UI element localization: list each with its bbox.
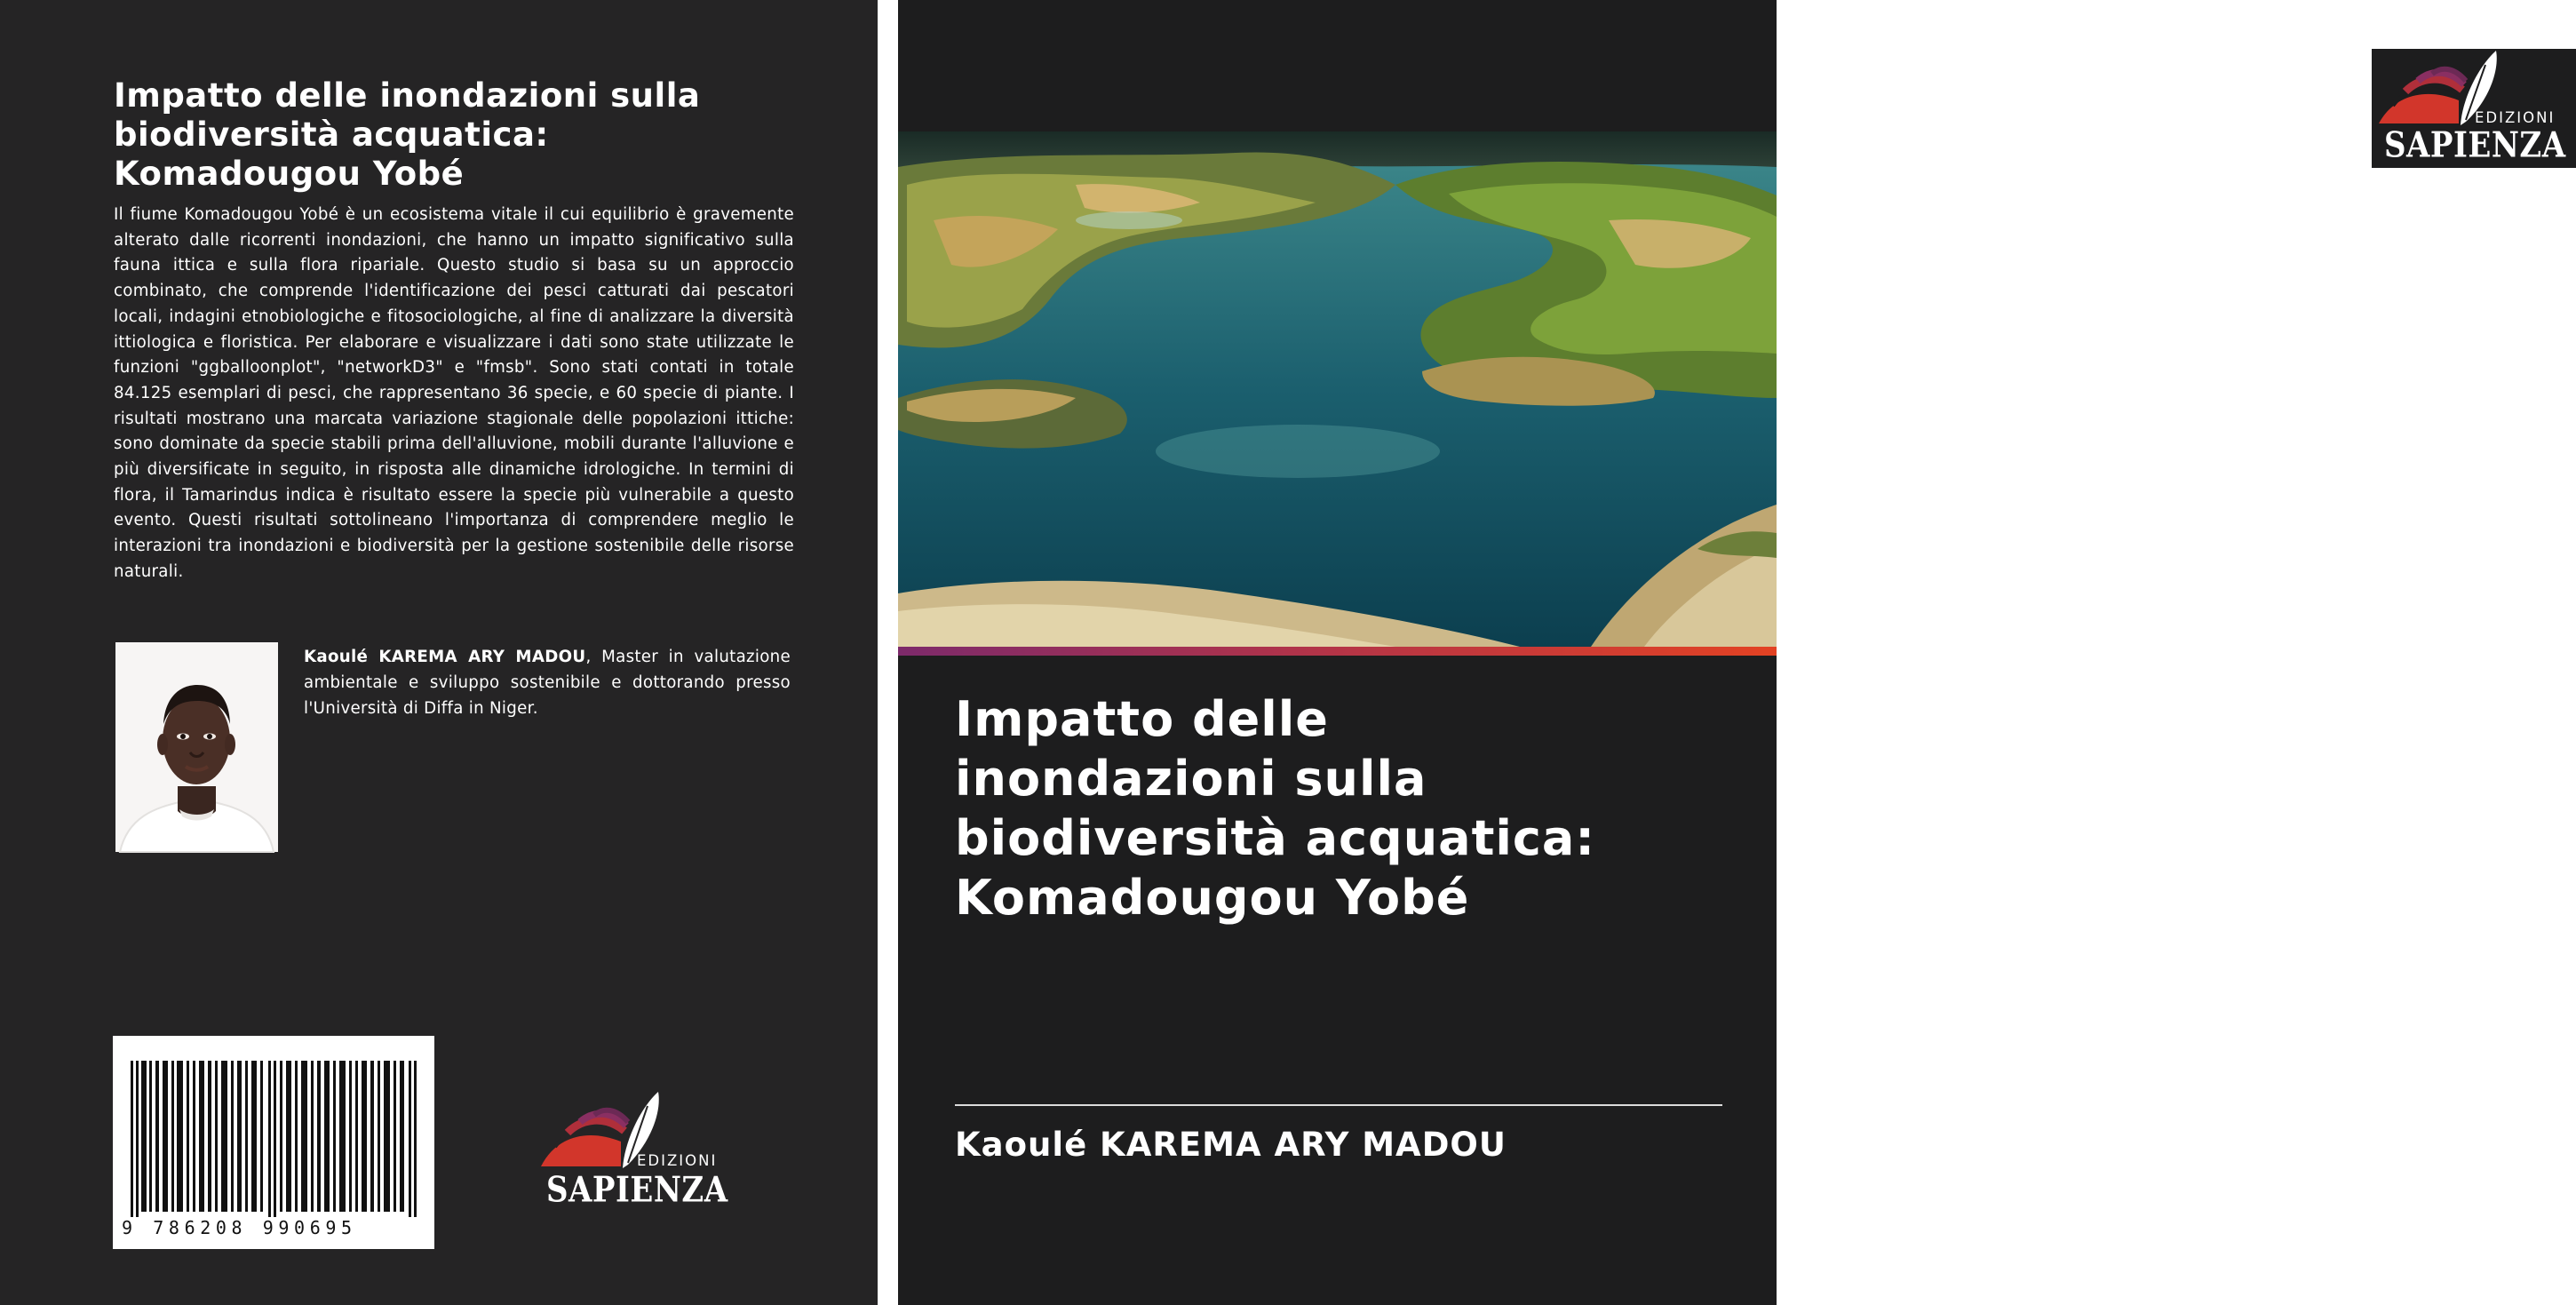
front-title-line: Impatto delle <box>955 691 1329 747</box>
front-title-line: inondazioni sulla <box>955 751 1427 807</box>
cover-landscape-photo <box>898 131 1777 647</box>
back-cover-title <box>114 76 807 194</box>
publisher-logo <box>536 1088 735 1213</box>
back-title-line: biodiversità acquatica: <box>114 115 549 154</box>
author-bio-name: Kaoulé KAREMA ARY MADOU <box>304 648 586 666</box>
isbn-barcode <box>113 1036 434 1249</box>
front-cover <box>898 0 2566 1305</box>
author-photo <box>115 642 278 852</box>
back-cover <box>0 0 878 1305</box>
book-synopsis: Il fiume Komadougou Yobé è un ecosistema vitale il cui equilibrio è gravemente alterato dalle ricorrenti inondazioni, che hanno un impatto significativo sulla fauna ittica e sulla flora ripariale. Questo studio si basa su un approccio combinato, che comprende l'identificazione dei pesci catturati dai pescatori locali, indagini etnobiologiche e fitosociologiche, al fine di analizzare la diversità ittiologica e floristica. Per elaborare e visualizzare i dati sono state utilizzate le funzioni "ggballoonplot", "networkD3" e "fmsb". Sono stati contati in totale 84.125 esemplari di pesci, che rappresentano 36 specie, e 60 specie di piante. I risultati mostrano una marcata variazione stagionale delle popolazioni ittiche: sono dominate da specie stabili prima dell'alluvione, mobili durante l'alluvione e più diversificate in seguito, in risposta alle dinamiche idrologiche. In termini di flora, il Tamarindus indica è risultato essere la specie più vulnerabile a questo evento. Questi risultati sottolineano l'importanza di comprendere meglio le interazioni tra inondazioni e biodiversità per la gestione sostenibile delle risorse naturali. <box>114 205 794 581</box>
barcode-icon <box>131 1061 417 1228</box>
front-title-line: biodiversità acquatica: <box>955 810 1595 866</box>
author-bio-text: , Master in valutazione ambientale e sviluppo sostenibile e dottorando presso l'Università di Diffa in Niger. <box>304 648 791 718</box>
author-bio <box>304 644 791 721</box>
back-title-line: Komadougou Yobé <box>114 155 465 193</box>
publisher-logo-big: SAPIENZA <box>546 1170 728 1211</box>
publisher-logo-small: EDIZIONI <box>637 1152 718 1169</box>
publisher-logo-small: EDIZIONI <box>2475 109 2556 126</box>
cover-accent-stripe <box>898 647 1777 656</box>
author-divider <box>955 1104 1722 1106</box>
isbn-digits: 9 786208 990695 <box>122 1217 433 1240</box>
publisher-logo-big: SAPIENZA <box>2384 125 2566 166</box>
front-cover-author: Kaoulé KAREMA ARY MADOU <box>955 1126 1507 1164</box>
front-title-line: Komadougou Yobé <box>955 870 1470 926</box>
publisher-logo <box>2372 49 2576 168</box>
back-title-line: Impatto delle inondazioni sulla <box>114 76 701 115</box>
front-cover-title <box>955 689 1737 927</box>
spine-gap <box>878 0 898 1305</box>
